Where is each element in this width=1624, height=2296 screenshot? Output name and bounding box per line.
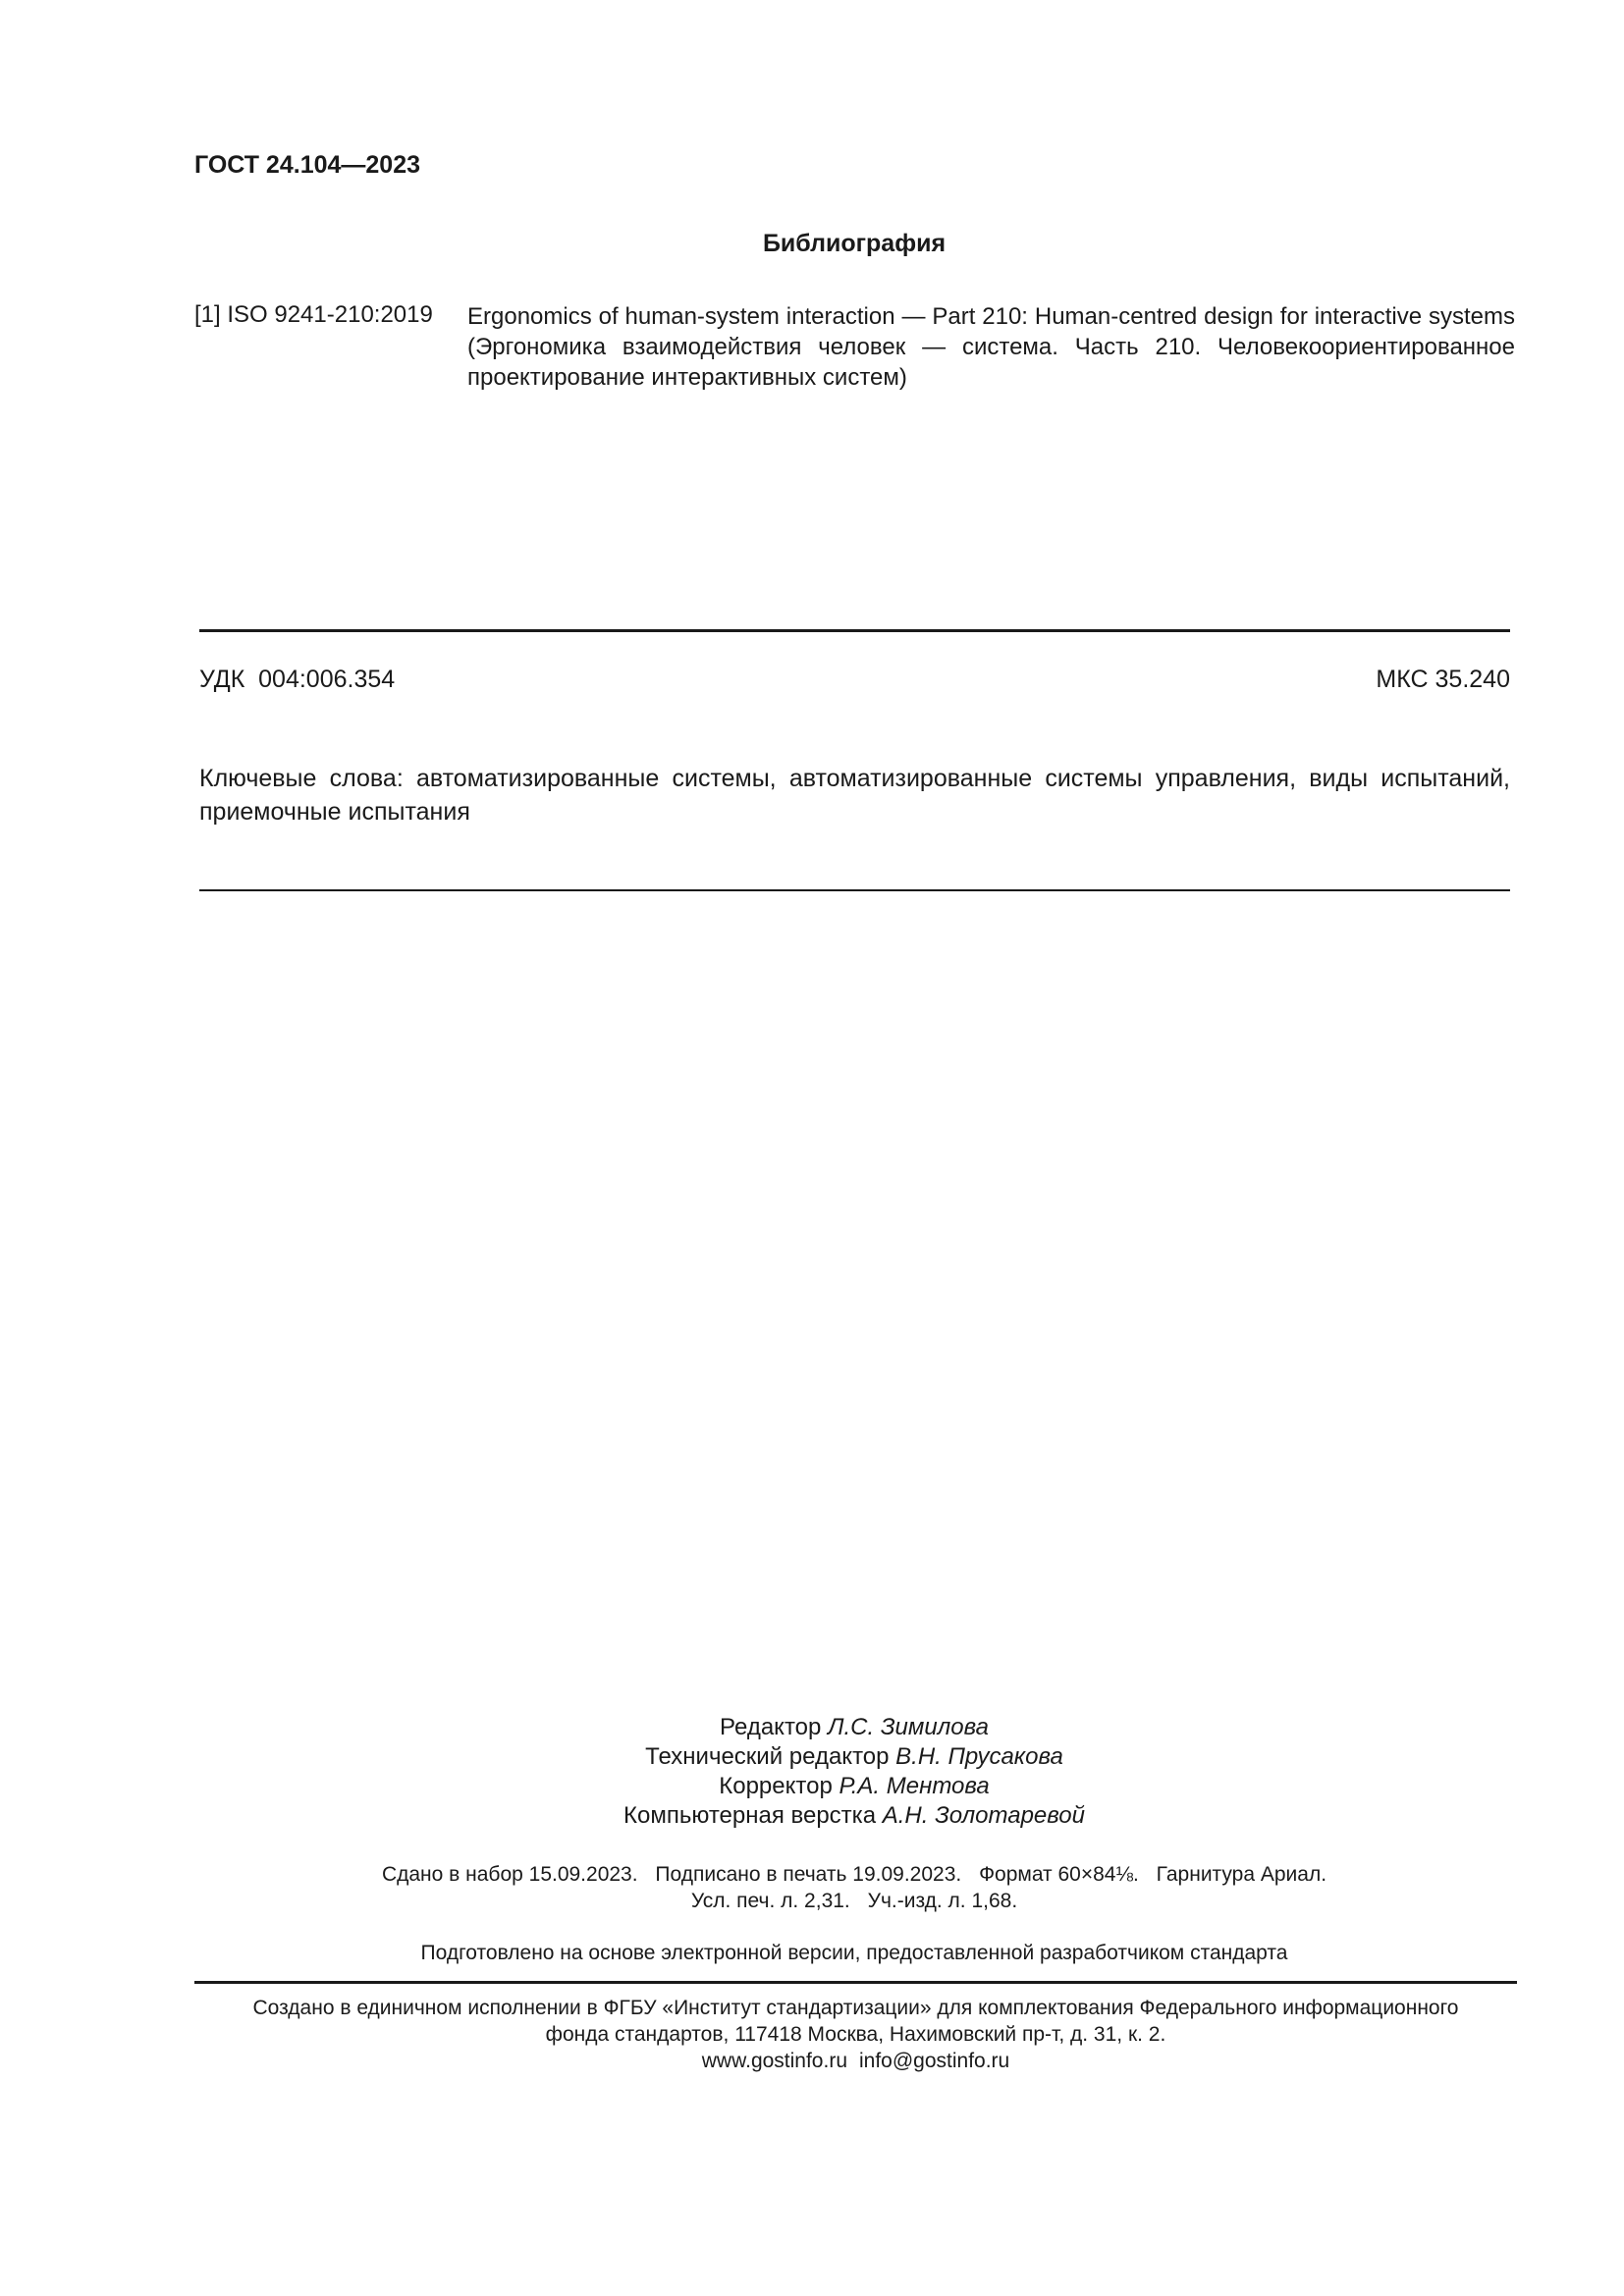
credit-editor: Редактор Л.С. Зимилова (720, 1714, 989, 1740)
typeface: Гарнитура Ариал. (1156, 1863, 1327, 1886)
email-link[interactable]: info@gostinfo.ru (859, 2050, 1010, 2072)
bibliography-entry-text: Ergonomics of human-system interaction — Part 210: Human-centred design for interactive systems (Эргономика взаимодействия человек — система. Часть 210. Человекоориентированное проектирование интерактивных систем) (467, 303, 1515, 391)
document-id: ГОСТ 24.104—2023 (194, 151, 421, 179)
created-note (194, 1995, 1517, 2074)
format: Формат 60×84⅛. (979, 1863, 1139, 1886)
credit-technical-editor: Технический редактор В.Н. Прусакова (645, 1743, 1063, 1770)
credits (0, 1713, 1624, 1831)
typeset-date: Сдано в набор 15.09.2023. (381, 1863, 638, 1886)
credit-proofreader: Корректор Р.А. Ментова (719, 1773, 990, 1799)
bibliography-title: Библиография (762, 230, 947, 257)
signed-date: Подписано в печать 19.09.2023. (655, 1863, 962, 1886)
prepared-note: Подготовлено на основе электронной версии, предоставленной разработчиком стандарта (420, 1942, 1288, 1964)
edit-sheets: Уч.-изд. л. 1,68. (867, 1890, 1018, 1912)
mks-code: МКС 35.240 (1376, 666, 1510, 693)
divider (194, 1981, 1517, 1984)
website-link[interactable]: www.gostinfo.ru (701, 2050, 847, 2072)
udk-code: УДК 004:006.354 (199, 666, 396, 693)
divider (199, 629, 1510, 632)
bibliography-entry-label: [1] ISO 9241-210:2019 (194, 301, 433, 328)
keywords: Ключевые слова: автоматизированные системы, автоматизированные системы управления, виды испытаний, приемочные испытания (199, 765, 1510, 826)
created-line-1: Создано в единичном исполнении в ФГБУ «Институт стандартизации» для комплектования Федерального информационного (252, 1997, 1459, 2019)
print-sheets: Усл. печ. л. 2,31. (690, 1890, 850, 1912)
created-line-2: фонда стандартов, 117418 Москва, Нахимовский пр-т, д. 31, к. 2. (545, 2023, 1166, 2046)
credit-layout: Компьютерная верстка А.Н. Золотаревой (623, 1802, 1085, 1829)
publication-info (0, 1861, 1624, 1914)
divider (199, 889, 1510, 891)
